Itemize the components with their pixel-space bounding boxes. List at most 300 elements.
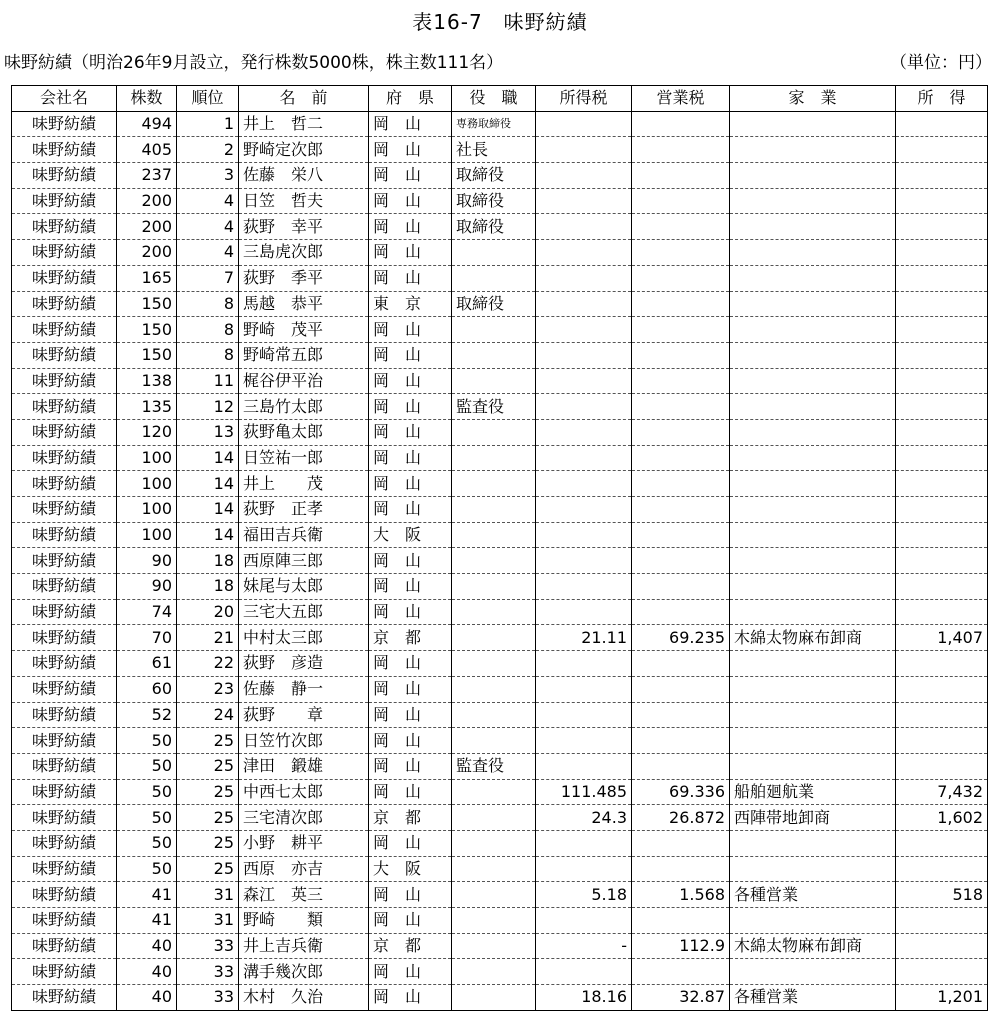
cell-business-tax: 69.235 <box>632 625 730 651</box>
cell-position: 取締役 <box>452 163 536 189</box>
cell-shares: 200 <box>117 188 177 214</box>
cell-name: 野崎 茂平 <box>239 317 369 343</box>
cell-company: 味野紡績 <box>12 702 117 728</box>
cell-position <box>452 265 536 291</box>
cell-name: 妹尾与太郎 <box>239 574 369 600</box>
cell-position <box>452 522 536 548</box>
table-row <box>12 625 988 651</box>
cell-income-tax <box>536 497 632 523</box>
cell-rank: 12 <box>177 394 239 420</box>
cell-income <box>896 240 988 266</box>
cell-company: 味野紡績 <box>12 522 117 548</box>
cell-shares: 90 <box>117 548 177 574</box>
cell-income <box>896 317 988 343</box>
cell-shares: 60 <box>117 676 177 702</box>
cell-income-tax <box>536 214 632 240</box>
cell-business-tax <box>632 240 730 266</box>
cell-income <box>896 497 988 523</box>
cell-shares: 40 <box>117 933 177 959</box>
cell-rank: 14 <box>177 445 239 471</box>
cell-name: 野崎定次郎 <box>239 137 369 163</box>
cell-business-tax: 1.568 <box>632 882 730 908</box>
cell-income-tax: 18.16 <box>536 985 632 1011</box>
cell-income <box>896 137 988 163</box>
cell-occupation <box>730 728 896 754</box>
cell-income <box>896 342 988 368</box>
cell-name: 中村太三郎 <box>239 625 369 651</box>
table-row <box>12 419 988 445</box>
cell-prefecture: 岡 山 <box>369 830 452 856</box>
cell-name: 井上吉兵衛 <box>239 933 369 959</box>
cell-income <box>896 394 988 420</box>
cell-position: 監査役 <box>452 394 536 420</box>
cell-rank: 25 <box>177 779 239 805</box>
cell-business-tax <box>632 163 730 189</box>
cell-business-tax <box>632 497 730 523</box>
cell-shares: 150 <box>117 291 177 317</box>
cell-income-tax <box>536 111 632 137</box>
cell-company: 味野紡績 <box>12 445 117 471</box>
cell-prefecture: 岡 山 <box>369 265 452 291</box>
cell-position <box>452 445 536 471</box>
cell-occupation <box>730 908 896 934</box>
cell-occupation <box>730 214 896 240</box>
column-header-income: 所 得 <box>896 86 988 112</box>
cell-rank: 25 <box>177 805 239 831</box>
cell-business-tax <box>632 753 730 779</box>
cell-position <box>452 676 536 702</box>
cell-company: 味野紡績 <box>12 497 117 523</box>
table-row <box>12 163 988 189</box>
cell-name: 佐藤 栄八 <box>239 163 369 189</box>
cell-name: 日笠祐一郎 <box>239 445 369 471</box>
cell-income-tax <box>536 291 632 317</box>
cell-company: 味野紡績 <box>12 291 117 317</box>
cell-rank: 11 <box>177 368 239 394</box>
cell-name: 佐藤 静一 <box>239 676 369 702</box>
cell-income <box>896 676 988 702</box>
cell-name: 馬越 恭平 <box>239 291 369 317</box>
table-header-row <box>12 86 988 112</box>
table-row <box>12 753 988 779</box>
cell-name: 西原 亦吉 <box>239 856 369 882</box>
cell-rank: 23 <box>177 676 239 702</box>
cell-occupation <box>730 959 896 985</box>
cell-company: 味野紡績 <box>12 856 117 882</box>
cell-shares: 70 <box>117 625 177 651</box>
cell-income-tax: 111.485 <box>536 779 632 805</box>
cell-rank: 2 <box>177 137 239 163</box>
table-row <box>12 933 988 959</box>
column-header-shares: 株数 <box>117 86 177 112</box>
cell-income <box>896 728 988 754</box>
cell-rank: 33 <box>177 933 239 959</box>
cell-prefecture: 岡 山 <box>369 317 452 343</box>
table-row <box>12 111 988 137</box>
cell-position <box>452 625 536 651</box>
cell-occupation: 船舶廻航業 <box>730 779 896 805</box>
cell-name: 井上 茂 <box>239 471 369 497</box>
cell-name: 溝手幾次郎 <box>239 959 369 985</box>
cell-income-tax <box>536 394 632 420</box>
table-row <box>12 676 988 702</box>
cell-company: 味野紡績 <box>12 265 117 291</box>
cell-business-tax: 26.872 <box>632 805 730 831</box>
cell-prefecture: 岡 山 <box>369 240 452 266</box>
cell-rank: 14 <box>177 522 239 548</box>
cell-rank: 4 <box>177 240 239 266</box>
cell-position <box>452 497 536 523</box>
column-header-business-tax: 営業税 <box>632 86 730 112</box>
cell-business-tax <box>632 137 730 163</box>
cell-occupation <box>730 419 896 445</box>
cell-prefecture: 岡 山 <box>369 574 452 600</box>
cell-income-tax <box>536 856 632 882</box>
cell-company: 味野紡績 <box>12 959 117 985</box>
table-row <box>12 240 988 266</box>
cell-income <box>896 163 988 189</box>
cell-occupation <box>730 651 896 677</box>
cell-position <box>452 342 536 368</box>
cell-income-tax <box>536 702 632 728</box>
cell-occupation: 西陣帯地卸商 <box>730 805 896 831</box>
cell-shares: 150 <box>117 342 177 368</box>
cell-rank: 25 <box>177 753 239 779</box>
cell-occupation <box>730 111 896 137</box>
cell-business-tax <box>632 342 730 368</box>
cell-income <box>896 753 988 779</box>
cell-shares: 100 <box>117 471 177 497</box>
cell-income-tax: 21.11 <box>536 625 632 651</box>
cell-prefecture: 岡 山 <box>369 445 452 471</box>
cell-occupation <box>730 163 896 189</box>
cell-name: 西原陣三郎 <box>239 548 369 574</box>
cell-rank: 18 <box>177 548 239 574</box>
column-header-income-tax: 所得税 <box>536 86 632 112</box>
cell-prefecture: 大 阪 <box>369 856 452 882</box>
cell-business-tax <box>632 830 730 856</box>
cell-business-tax <box>632 522 730 548</box>
cell-prefecture: 大 阪 <box>369 522 452 548</box>
cell-position: 取締役 <box>452 188 536 214</box>
cell-name: 野崎常五郎 <box>239 342 369 368</box>
cell-company: 味野紡績 <box>12 188 117 214</box>
cell-position <box>452 805 536 831</box>
cell-income-tax: 24.3 <box>536 805 632 831</box>
cell-income <box>896 548 988 574</box>
cell-rank: 4 <box>177 214 239 240</box>
cell-name: 福田吉兵衛 <box>239 522 369 548</box>
cell-shares: 405 <box>117 137 177 163</box>
cell-name: 日笠 哲夫 <box>239 188 369 214</box>
column-header-prefecture: 府 県 <box>369 86 452 112</box>
cell-shares: 40 <box>117 959 177 985</box>
cell-name: 荻野 季平 <box>239 265 369 291</box>
cell-prefecture: 岡 山 <box>369 471 452 497</box>
cell-income-tax <box>536 959 632 985</box>
cell-shares: 100 <box>117 445 177 471</box>
cell-prefecture: 岡 山 <box>369 599 452 625</box>
cell-income: 518 <box>896 882 988 908</box>
cell-company: 味野紡績 <box>12 625 117 651</box>
cell-position <box>452 651 536 677</box>
table-row <box>12 471 988 497</box>
cell-prefecture: 岡 山 <box>369 419 452 445</box>
table-body <box>12 111 988 1010</box>
cell-income: 1,201 <box>896 985 988 1011</box>
cell-occupation <box>730 445 896 471</box>
cell-prefecture: 岡 山 <box>369 137 452 163</box>
cell-shares: 90 <box>117 574 177 600</box>
cell-income-tax <box>536 548 632 574</box>
cell-income <box>896 291 988 317</box>
cell-position: 専務取締役 <box>452 111 536 137</box>
cell-rank: 31 <box>177 882 239 908</box>
cell-business-tax <box>632 471 730 497</box>
table-row <box>12 856 988 882</box>
cell-prefecture: 岡 山 <box>369 779 452 805</box>
cell-occupation <box>730 342 896 368</box>
table-row <box>12 985 988 1011</box>
cell-name: 中西七太郎 <box>239 779 369 805</box>
cell-company: 味野紡績 <box>12 676 117 702</box>
cell-name: 森江 英三 <box>239 882 369 908</box>
column-header-name: 名 前 <box>239 86 369 112</box>
cell-prefecture: 岡 山 <box>369 959 452 985</box>
cell-business-tax <box>632 394 730 420</box>
cell-name: 荻野亀太郎 <box>239 419 369 445</box>
table-row <box>12 548 988 574</box>
cell-position <box>452 574 536 600</box>
cell-income <box>896 933 988 959</box>
cell-position <box>452 985 536 1011</box>
table-row <box>12 651 988 677</box>
cell-income-tax <box>536 574 632 600</box>
cell-prefecture: 岡 山 <box>369 728 452 754</box>
cell-shares: 138 <box>117 368 177 394</box>
table-row <box>12 908 988 934</box>
cell-position <box>452 240 536 266</box>
cell-business-tax <box>632 214 730 240</box>
cell-name: 三宅大五郎 <box>239 599 369 625</box>
cell-prefecture: 京 都 <box>369 625 452 651</box>
cell-income-tax <box>536 753 632 779</box>
cell-company: 味野紡績 <box>12 317 117 343</box>
cell-name: 三宅清次郎 <box>239 805 369 831</box>
cell-business-tax: 69.336 <box>632 779 730 805</box>
cell-company: 味野紡績 <box>12 111 117 137</box>
cell-income: 1,602 <box>896 805 988 831</box>
cell-prefecture: 岡 山 <box>369 676 452 702</box>
cell-income <box>896 702 988 728</box>
cell-income: 7,432 <box>896 779 988 805</box>
cell-position <box>452 599 536 625</box>
cell-shares: 41 <box>117 908 177 934</box>
cell-position <box>452 908 536 934</box>
cell-name: 三島竹太郎 <box>239 394 369 420</box>
cell-rank: 22 <box>177 651 239 677</box>
cell-company: 味野紡績 <box>12 830 117 856</box>
table-row <box>12 214 988 240</box>
cell-shares: 494 <box>117 111 177 137</box>
cell-rank: 25 <box>177 856 239 882</box>
cell-business-tax <box>632 368 730 394</box>
cell-occupation <box>730 574 896 600</box>
cell-position <box>452 830 536 856</box>
cell-business-tax <box>632 959 730 985</box>
cell-company: 味野紡績 <box>12 214 117 240</box>
cell-prefecture: 京 都 <box>369 805 452 831</box>
cell-company: 味野紡績 <box>12 985 117 1011</box>
table-row <box>12 394 988 420</box>
cell-prefecture: 岡 山 <box>369 188 452 214</box>
cell-name: 野崎 類 <box>239 908 369 934</box>
cell-rank: 20 <box>177 599 239 625</box>
cell-shares: 52 <box>117 702 177 728</box>
cell-income <box>896 830 988 856</box>
cell-position <box>452 317 536 343</box>
table-row <box>12 779 988 805</box>
cell-occupation <box>730 702 896 728</box>
cell-income-tax <box>536 676 632 702</box>
column-header-company: 会社名 <box>12 86 117 112</box>
cell-occupation <box>730 394 896 420</box>
table-row <box>12 342 988 368</box>
cell-prefecture: 岡 山 <box>369 882 452 908</box>
table-row <box>12 830 988 856</box>
cell-shares: 50 <box>117 856 177 882</box>
cell-income <box>896 471 988 497</box>
cell-income <box>896 574 988 600</box>
table-row <box>12 599 988 625</box>
cell-name: 荻野 幸平 <box>239 214 369 240</box>
cell-business-tax <box>632 111 730 137</box>
cell-occupation <box>730 753 896 779</box>
cell-occupation <box>730 188 896 214</box>
cell-income-tax <box>536 908 632 934</box>
cell-business-tax <box>632 291 730 317</box>
cell-rank: 8 <box>177 342 239 368</box>
cell-position <box>452 728 536 754</box>
cell-business-tax <box>632 702 730 728</box>
cell-rank: 14 <box>177 497 239 523</box>
cell-company: 味野紡績 <box>12 342 117 368</box>
cell-position <box>452 882 536 908</box>
cell-company: 味野紡績 <box>12 574 117 600</box>
cell-company: 味野紡績 <box>12 599 117 625</box>
cell-occupation: 木綿太物麻布卸商 <box>730 933 896 959</box>
cell-income-tax <box>536 728 632 754</box>
cell-position <box>452 779 536 805</box>
cell-income-tax <box>536 651 632 677</box>
cell-rank: 25 <box>177 728 239 754</box>
cell-shares: 50 <box>117 830 177 856</box>
cell-position: 取締役 <box>452 214 536 240</box>
cell-income-tax <box>536 445 632 471</box>
cell-income <box>896 419 988 445</box>
cell-company: 味野紡績 <box>12 163 117 189</box>
cell-income-tax <box>536 599 632 625</box>
cell-shares: 50 <box>117 805 177 831</box>
cell-company: 味野紡績 <box>12 728 117 754</box>
cell-income-tax <box>536 188 632 214</box>
cell-position <box>452 419 536 445</box>
cell-business-tax <box>632 445 730 471</box>
cell-business-tax <box>632 908 730 934</box>
cell-income <box>896 188 988 214</box>
cell-occupation <box>730 291 896 317</box>
cell-rank: 24 <box>177 702 239 728</box>
cell-rank: 3 <box>177 163 239 189</box>
cell-business-tax <box>632 548 730 574</box>
cell-shares: 100 <box>117 522 177 548</box>
cell-shares: 100 <box>117 497 177 523</box>
cell-income-tax <box>536 163 632 189</box>
cell-position <box>452 702 536 728</box>
cell-occupation <box>730 599 896 625</box>
cell-company: 味野紡績 <box>12 882 117 908</box>
shareholder-table <box>11 85 988 1011</box>
cell-income <box>896 599 988 625</box>
cell-income-tax <box>536 137 632 163</box>
cell-name: 三島虎次郎 <box>239 240 369 266</box>
cell-shares: 74 <box>117 599 177 625</box>
cell-occupation <box>730 856 896 882</box>
cell-shares: 50 <box>117 779 177 805</box>
cell-income <box>896 265 988 291</box>
cell-prefecture: 岡 山 <box>369 214 452 240</box>
cell-rank: 21 <box>177 625 239 651</box>
cell-income-tax <box>536 368 632 394</box>
cell-prefecture: 岡 山 <box>369 651 452 677</box>
table-row <box>12 805 988 831</box>
cell-business-tax <box>632 265 730 291</box>
cell-occupation <box>730 137 896 163</box>
cell-position <box>452 933 536 959</box>
cell-shares: 200 <box>117 240 177 266</box>
cell-occupation <box>730 317 896 343</box>
cell-income-tax <box>536 342 632 368</box>
cell-position <box>452 548 536 574</box>
cell-occupation <box>730 240 896 266</box>
cell-shares: 165 <box>117 265 177 291</box>
cell-shares: 120 <box>117 419 177 445</box>
cell-income-tax: 5.18 <box>536 882 632 908</box>
cell-shares: 50 <box>117 753 177 779</box>
cell-position: 監査役 <box>452 753 536 779</box>
cell-income <box>896 445 988 471</box>
cell-occupation <box>730 522 896 548</box>
cell-occupation <box>730 830 896 856</box>
cell-shares: 50 <box>117 728 177 754</box>
cell-occupation <box>730 676 896 702</box>
cell-prefecture: 東 京 <box>369 291 452 317</box>
table-row <box>12 137 988 163</box>
cell-prefecture: 岡 山 <box>369 548 452 574</box>
cell-business-tax <box>632 574 730 600</box>
cell-income-tax <box>536 419 632 445</box>
table-row <box>12 522 988 548</box>
table-row <box>12 368 988 394</box>
cell-position <box>452 368 536 394</box>
cell-prefecture: 京 都 <box>369 933 452 959</box>
cell-position <box>452 959 536 985</box>
cell-occupation: 各種営業 <box>730 985 896 1011</box>
cell-business-tax <box>632 599 730 625</box>
cell-income-tax <box>536 317 632 343</box>
cell-business-tax: 112.9 <box>632 933 730 959</box>
cell-rank: 8 <box>177 291 239 317</box>
